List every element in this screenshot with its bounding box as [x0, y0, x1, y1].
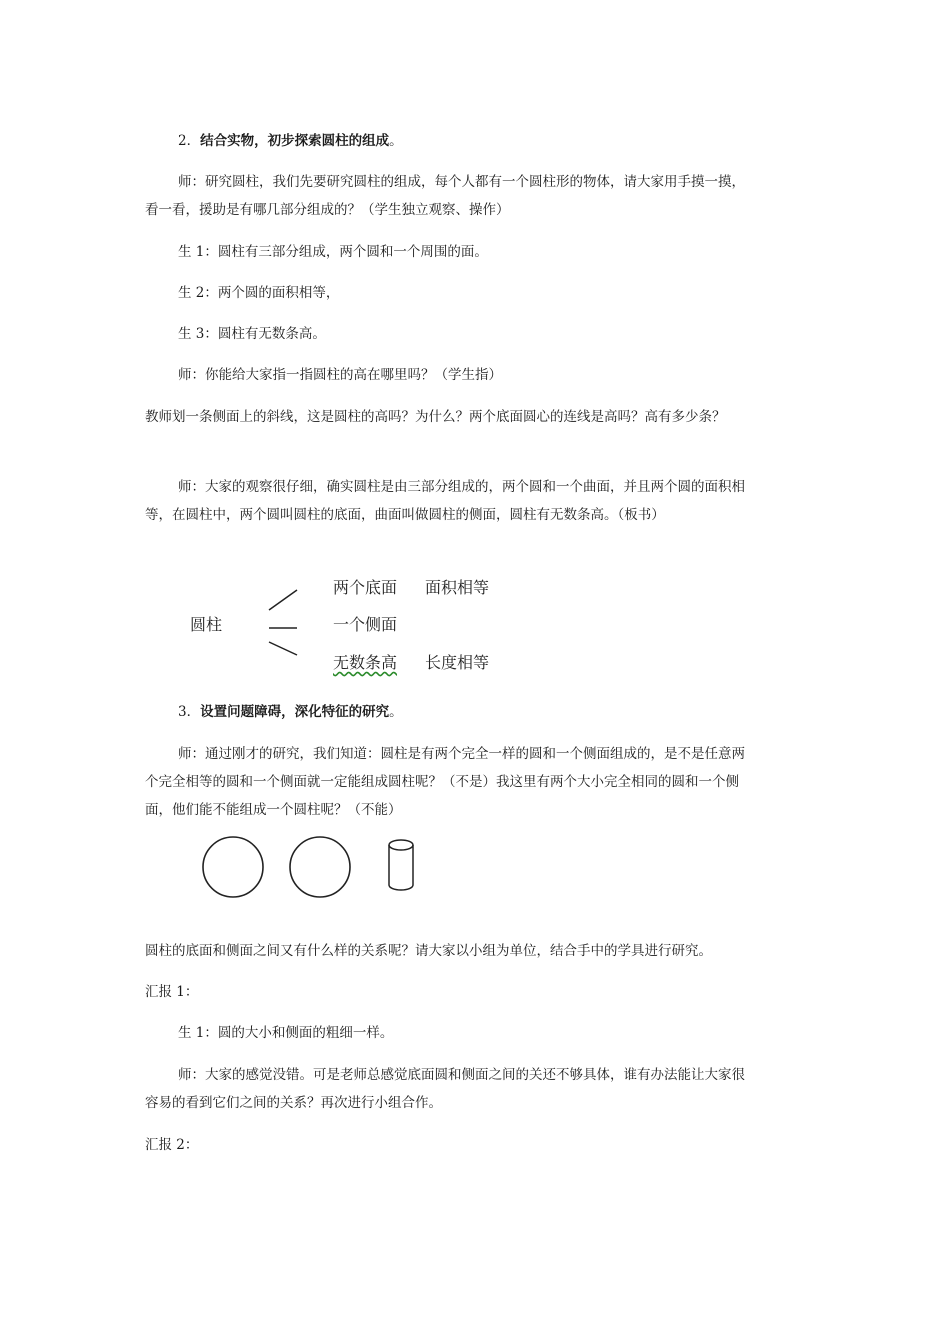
section-2-number: 2．: [178, 133, 201, 149]
board-one-lateral: 一个侧面: [333, 615, 398, 634]
relationship-question: 圆柱的底面和侧面之间又有什么样的关系呢？请大家以小组为单位，结合手中的学具进行研究。: [145, 943, 712, 959]
student-2-answer: 生 2：两个圆的面积相等，: [178, 285, 340, 301]
student-1-report: 生 1：圆的大小和侧面的粗细一样。: [178, 1025, 394, 1041]
section-2-title: 结合实物，初步探索圆柱的组成: [200, 133, 390, 149]
report-1-label: 汇报 1：: [145, 984, 199, 1000]
board-infinite-heights: 无数条高: [333, 653, 398, 672]
circle-1: [203, 837, 263, 897]
teacher-paragraph-1: 师：研究圆柱，我们先要研究圆柱的组成，每个人都有一个圆柱形的物体，请大家用手摸一摸，看一看，援助是有哪几部分组成的？（学生独立观察、操作）: [145, 174, 745, 218]
teacher-demonstration: 教师划一条侧面上的斜线，这是圆柱的高吗？为什么？两个底面圆心的连线是高吗？高有多少条？: [145, 409, 726, 425]
blackboard-diagram: [185, 570, 525, 680]
board-equal-area: 面积相等: [425, 578, 490, 597]
teacher-question: 师：你能给大家指一指圆柱的高在哪里吗？（学生指）: [178, 367, 502, 383]
section-3-title: 设置问题障碍，深化特征的研究: [200, 704, 390, 720]
teacher-paragraph-5: 师：大家的感觉没错。可是老师总感觉底面圆和侧面之间的关还不够具体，谁有办法能让大家很容易的看到它们之间的关系？再次进行小组合作。: [145, 1067, 745, 1111]
teacher-summary: 师：大家的观察很仔细，确实圆柱是由三部分组成的，两个圆和一个曲面，并且两个圆的面积相等，在圆柱中，两个圆叫圆柱的底面，曲面叫做圆柱的侧面，圆柱有无数条高。（板书）: [145, 479, 745, 523]
circle-2: [290, 837, 350, 897]
teacher-paragraph-4: 师：通过刚才的研究，我们知道：圆柱是有两个完全一样的圆和一个侧面组成的，是不是任意两个完全相等的圆和一个侧面就一定能组成圆柱呢？（不是）我这里有两个大小完全相同的圆和一个侧面，他们能不能组成一个圆柱呢？（不能）: [145, 746, 745, 818]
report-2-label: 汇报 2：: [145, 1137, 199, 1153]
board-equal-length: 长度相等: [425, 653, 490, 672]
board-two-bases: 两个底面: [333, 578, 398, 597]
student-1-answer: 生 1：圆柱有三部分组成，两个圆和一个周围的面。: [178, 244, 488, 260]
shapes-figure: [195, 830, 455, 910]
section-2-heading: 2．结合实物，初步探索圆柱的组成。: [178, 133, 403, 149]
section-3-heading: 3．设置问题障碍，深化特征的研究。: [178, 704, 403, 720]
section-3-number: 3．: [178, 704, 201, 720]
cylinder-side-icon: [389, 840, 413, 890]
student-3-answer: 生 3：圆柱有无数条高。: [178, 326, 326, 342]
board-root-label: 圆柱: [190, 615, 223, 634]
